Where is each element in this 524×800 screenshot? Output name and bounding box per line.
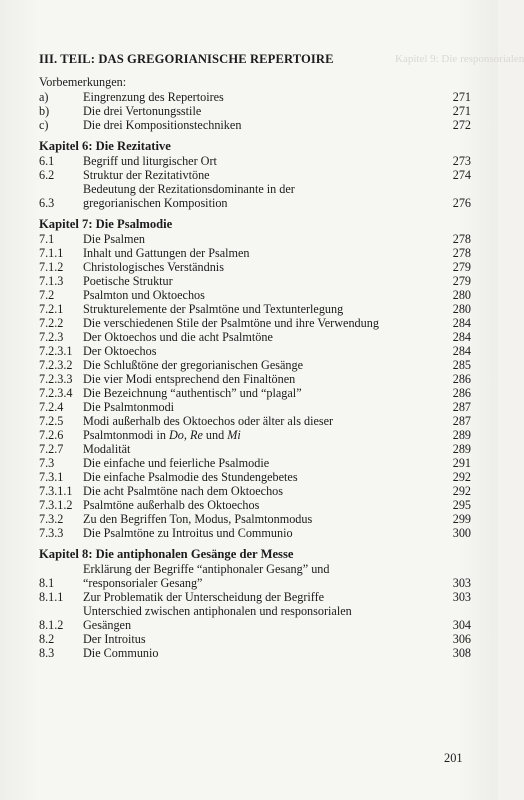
toc-entry	[39, 274, 471, 288]
toc-entry	[39, 590, 471, 604]
chapter-heading: Kapitel 7: Die Psalmodie	[39, 217, 173, 231]
entry-title-line: Zur Problematik der Unterscheidung der Begriffe	[83, 590, 325, 604]
entry-title	[83, 604, 441, 632]
entry-page: 276	[452, 196, 471, 210]
toc-entry	[39, 288, 471, 302]
entry-page: 295	[452, 498, 471, 512]
entry-title-line: Die Bezeichnung “authentisch” und “plagal”	[83, 386, 302, 400]
part-title: III. TEIL: DAS GREGORIANISCHE REPERTOIRE	[39, 52, 334, 66]
entry-page: 278	[452, 246, 471, 260]
toc-entry	[39, 414, 471, 428]
entry-page: 300	[452, 526, 471, 540]
toc-entry	[39, 302, 471, 316]
entry-title	[83, 260, 441, 274]
entry-title	[83, 358, 441, 372]
entry-title	[83, 330, 441, 344]
entry-title	[83, 288, 441, 302]
entry-title	[83, 274, 441, 288]
toc-entry	[39, 470, 471, 484]
entry-title-line: Die drei Kompositionstechniken	[83, 118, 242, 132]
entry-title-line: gregorianischen Komposition	[83, 196, 228, 210]
toc-entry	[39, 646, 471, 660]
entry-number: 7.3.2	[39, 512, 64, 526]
entry-title	[83, 168, 441, 182]
entry-title	[83, 118, 441, 132]
toc-entry	[39, 632, 471, 646]
entry-title-line: Gesängen	[83, 618, 132, 632]
entry-title-line: Modalität	[83, 442, 131, 456]
table-of-contents	[39, 52, 471, 660]
toc-entry	[39, 232, 471, 246]
italic-term: Re	[190, 428, 203, 442]
entry-number: 7.2.2	[39, 316, 64, 330]
entry-number: 6.3	[39, 196, 55, 210]
entry-title-line: Zu den Begriffen Ton, Modus, Psalmtonmodus	[83, 512, 313, 526]
toc-entry	[39, 246, 471, 260]
entry-page: 303	[452, 576, 471, 590]
toc-entry	[39, 358, 471, 372]
entry-page: 287	[452, 400, 471, 414]
entry-page: 287	[452, 414, 471, 428]
entry-title	[83, 590, 441, 604]
toc-entry	[39, 484, 471, 498]
entry-title-line: Bedeutung der Rezitationsdominante in der	[83, 182, 295, 196]
toc-entry	[39, 400, 471, 414]
toc-entry	[39, 498, 471, 512]
entry-page: 306	[452, 632, 471, 646]
entry-title	[83, 372, 441, 386]
entry-title-line: Begriff und liturgischer Ort	[83, 154, 217, 168]
entry-page: 304	[452, 618, 471, 632]
entry-title-line: Die Psalmtonmodi	[83, 400, 175, 414]
entry-title	[83, 512, 441, 526]
entry-title	[83, 414, 441, 428]
entry-number: 7.2.3.3	[39, 372, 73, 386]
entry-page: 280	[452, 288, 471, 302]
entry-page: 285	[452, 358, 471, 372]
entry-number: 7.2.1	[39, 302, 64, 316]
entry-title	[83, 498, 441, 512]
entry-title	[83, 104, 441, 118]
toc-entry	[39, 154, 471, 168]
toc-entry	[39, 526, 471, 540]
entry-page: 272	[452, 118, 471, 132]
entry-title	[83, 456, 441, 470]
chapter-heading: Kapitel 6: Die Rezitative	[39, 139, 171, 153]
entry-title	[83, 386, 441, 400]
entry-page: 284	[452, 330, 471, 344]
entry-number: 8.1	[39, 576, 55, 590]
entry-title-line: Poetische Struktur	[83, 274, 173, 288]
entry-number: 7.3.1	[39, 470, 64, 484]
entry-title	[83, 154, 441, 168]
entry-title-line: Der Oktoechos	[83, 344, 157, 358]
entry-title	[83, 316, 441, 330]
entry-title-line: Die verschiedenen Stile der Psalmtöne und ihre Verwendung	[83, 316, 379, 330]
chapters	[39, 139, 471, 660]
entry-title	[83, 526, 441, 540]
entry-title-line: Psalmton und Oktoechos	[83, 288, 205, 302]
entry-number: 7.2.3.1	[39, 344, 73, 358]
entry-number: 7.1	[39, 232, 55, 246]
entry-title-line: Modi außerhalb des Oktoechos oder älter als dieser	[83, 414, 334, 428]
entry-title	[83, 632, 441, 646]
entry-title	[83, 400, 441, 414]
entry-title-line: Psalmtöne außerhalb des Oktoechos	[83, 498, 260, 512]
entry-title-line: Die drei Vertonungsstile	[83, 104, 202, 118]
entry-number: b)	[39, 104, 50, 118]
entry-number: 8.2	[39, 632, 55, 646]
entry-number: 7.3.1.1	[39, 484, 73, 498]
entry-title-line: Struktur der Rezitativtöne	[83, 168, 210, 182]
toc-entry	[39, 604, 471, 632]
entry-page: 279	[452, 260, 471, 274]
entry-page: 286	[452, 372, 471, 386]
entry-title-line: Christologisches Verständnis	[83, 260, 224, 274]
italic-term: Mi	[227, 428, 241, 442]
entry-page: 274	[452, 168, 471, 182]
entry-title-line: Die Psalmtöne zu Introitus und Communio	[83, 526, 293, 540]
entry-title	[83, 182, 441, 210]
entry-title-line: “responsorialer Gesang”	[83, 576, 203, 590]
entry-title	[83, 470, 441, 484]
entry-number: 8.1.2	[39, 618, 64, 632]
entry-title: Psalmtonmodi in Do, Re und Mi	[83, 428, 241, 442]
toc-entry	[39, 512, 471, 526]
toc-entry	[39, 372, 471, 386]
entry-number: 7.3.1.2	[39, 498, 73, 512]
entry-page: 279	[452, 274, 471, 288]
toc-entry	[39, 330, 471, 344]
entry-title-line: Die vier Modi entsprechend den Finaltönen	[83, 372, 296, 386]
entry-number: 7.2.5	[39, 414, 64, 428]
preliminary-heading: Vorbemerkungen:	[39, 75, 127, 89]
entry-number: 8.1.1	[39, 590, 64, 604]
entry-title-line: Die einfache Psalmodie des Stundengebetes	[83, 470, 298, 484]
entry-number: 7.1.1	[39, 246, 64, 260]
entry-number: a)	[39, 90, 49, 104]
toc-entry	[39, 344, 471, 358]
entry-number: 6.1	[39, 154, 55, 168]
entry-title-line: Die acht Psalmtöne nach dem Oktoechos	[83, 484, 284, 498]
entry-number: 7.3	[39, 456, 55, 470]
entry-title-line: Inhalt und Gattungen der Psalmen	[83, 246, 250, 260]
entry-page: 278	[452, 232, 471, 246]
entry-title	[83, 484, 441, 498]
entry-page: 271	[452, 90, 471, 104]
entry-number: 8.3	[39, 646, 55, 660]
toc-entry	[39, 90, 471, 104]
toc-entry	[39, 168, 471, 182]
entry-page: 289	[452, 428, 471, 442]
toc-entry	[39, 104, 471, 118]
ghost-line: Kapitel 9: Die responsorialen	[395, 53, 524, 65]
entry-number: 7.1.3	[39, 274, 64, 288]
entry-page: 308	[452, 646, 471, 660]
entry-number: 7.2.4	[39, 400, 64, 414]
toc-entry	[39, 442, 471, 456]
entry-page: 273	[452, 154, 471, 168]
entry-number: 7.1.2	[39, 260, 64, 274]
entry-title-line: Eingrenzung des Repertoires	[83, 90, 224, 104]
entry-page: 284	[452, 316, 471, 330]
entry-page: 292	[452, 470, 471, 484]
toc-entry	[39, 118, 471, 132]
entry-title-line: Erklärung der Begriffe “antiphonaler Gesang” und	[83, 562, 330, 576]
italic-term: Do	[169, 428, 184, 442]
entry-title	[83, 90, 441, 104]
entry-number: 7.2.6	[39, 428, 64, 442]
entry-title-line: Die Psalmen	[83, 232, 145, 246]
entry-number: 7.3.3	[39, 526, 64, 540]
toc-entry	[39, 182, 471, 210]
entry-number: c)	[39, 118, 49, 132]
toc-entry	[39, 386, 471, 400]
entry-title-line: Die Schlußtöne der gregorianischen Gesänge	[83, 358, 303, 372]
entry-title	[83, 344, 441, 358]
entry-title	[83, 302, 441, 316]
entry-title	[83, 646, 441, 660]
toc-entry	[39, 562, 471, 590]
entry-page: 303	[452, 590, 471, 604]
entry-title-text: Psalmtonmodi in	[83, 428, 166, 442]
entry-title-line: Strukturelemente der Psalmtöne und Textunterlegung	[83, 302, 344, 316]
entry-page: 289	[452, 442, 471, 456]
toc-entry	[39, 316, 471, 330]
entry-page: 280	[452, 302, 471, 316]
entry-page: 292	[452, 484, 471, 498]
entry-title-line: Der Oktoechos und die acht Psalmtöne	[83, 330, 273, 344]
entry-page: 284	[452, 344, 471, 358]
entry-number: 7.2.7	[39, 442, 64, 456]
entry-page: 286	[452, 386, 471, 400]
page-number: 201	[444, 751, 463, 765]
entry-number: 7.2.3.2	[39, 358, 73, 372]
entry-title	[83, 246, 441, 260]
chapter-heading: Kapitel 8: Die antiphonalen Gesänge der Messe	[39, 547, 294, 561]
entry-number: 7.2.3.4	[39, 386, 73, 400]
toc-entry	[39, 260, 471, 274]
entry-page: 291	[452, 456, 471, 470]
toc-entry	[39, 428, 471, 442]
entry-page: 299	[452, 512, 471, 526]
entry-number: 6.2	[39, 168, 55, 182]
entry-title-line: Die Communio	[83, 646, 159, 660]
entry-number: 7.2.3	[39, 330, 64, 344]
entry-title-line: Unterschied zwischen antiphonalen und responsorialen	[83, 604, 352, 618]
entry-number: 7.2	[39, 288, 55, 302]
entry-title	[83, 562, 441, 590]
toc-entry	[39, 456, 471, 470]
entry-title-line: Die einfache und feierliche Psalmodie	[83, 456, 270, 470]
entry-page: 271	[452, 104, 471, 118]
entry-title-line: Der Introitus	[83, 632, 146, 646]
entry-title	[83, 232, 441, 246]
preliminary-list	[39, 90, 471, 132]
entry-title	[83, 442, 441, 456]
